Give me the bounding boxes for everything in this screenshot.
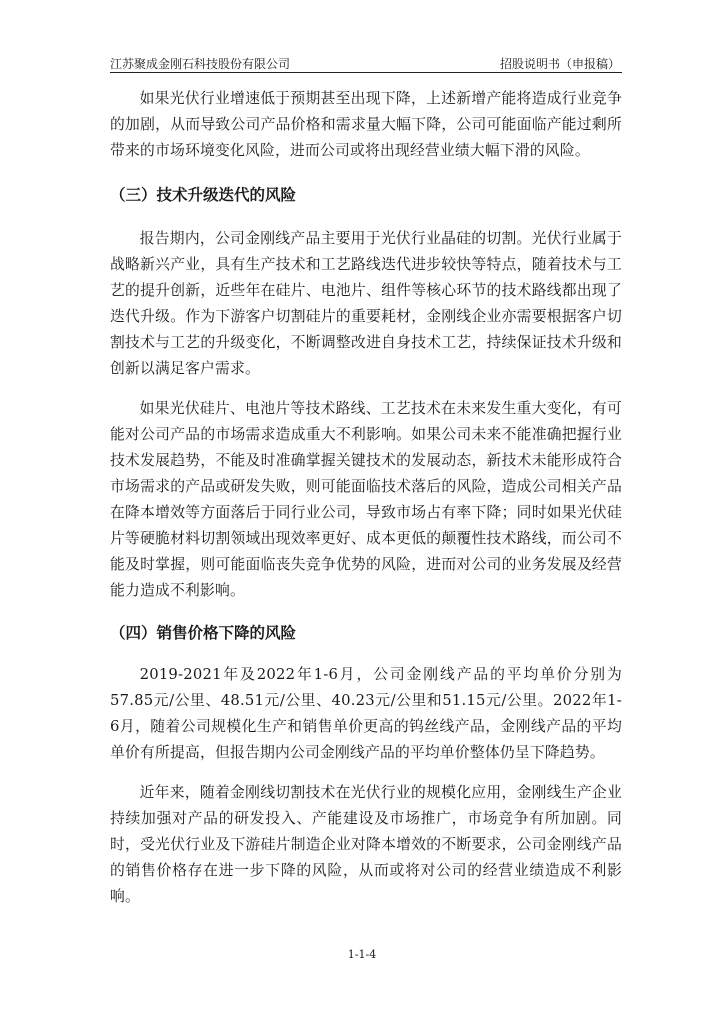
- page-number: 1-1-4: [347, 948, 377, 961]
- header-divider: [110, 72, 622, 73]
- paragraph: 近年来，随着金刚线切割技术在光伏行业的规模化应用，金刚线生产企业持续加强对产品的研发投入、产能建设及市场推广，市场竞争有所加剧。同时，受光伏行业及下游硅片制造企业对降本增效的不断要求，公司金刚线产品的销售价格存在进一步下降的风险，从而或将对公司的经营业绩造成不利影响。: [110, 784, 622, 905]
- paragraph: 2019-2021年及2022年1-6月，公司金刚线产品的平均单价分别为57.85元/公里、48.51元/公里、40.23元/公里和51.15元/公里。2022年1-6月，随着公司规模化生产和销售单价更高的钨丝线产品，金刚线产品的平均单价有所提高，但报告期内公司金刚线产品的平均单价整体仍呈下降趋势。: [110, 666, 622, 761]
- section-heading: （三）技术升级迭代的风险: [110, 186, 297, 204]
- section-heading: （四）销售价格下降的风险: [110, 624, 297, 642]
- page-body: [110, 80, 622, 910]
- header-document-title: 招股说明书（申报稿）: [499, 57, 620, 71]
- header-company-name: 江苏聚成金刚石科技股份有限公司: [110, 57, 291, 71]
- paragraph: 如果光伏行业增速低于预期甚至出现下降，上述新增产能将造成行业竞争的加剧，从而导致公司产品价格和需求量大幅下降，公司可能面临产能过剩所带来的市场环境变化风险，进而公司或将出现经营业绩大幅下滑的风险。: [110, 90, 622, 159]
- paragraph: 报告期内，公司金刚线产品主要用于光伏行业晶硅的切割。光伏行业属于战略新兴产业，具有生产技术和工艺路线迭代进步较快等特点，随着技术与工艺的提升创新，近些年在硅片、电池片、组件等核心环节的技术路线都出现了迭代升级。作为下游客户切割硅片的重要耗材，金刚线企业亦需要根据客户切割技术与工艺的升级变化，不断调整改进自身技术工艺，持续保证技术升级和创新以满足客户需求。: [110, 230, 622, 377]
- paragraph: 如果光伏硅片、电池片等技术路线、工艺技术在未来发生重大变化，有可能对公司产品的市场需求造成重大不利影响。如果公司未来不能准确把握行业技术发展趋势，不能及时准确掌握关键技术的发展动态，新技术未能形成符合市场需求的产品或研发失败，则可能面临技术落后的风险，造成公司相关产品在降本增效等方面落后于同行业公司，导致市场占有率下降；同时如果光伏硅片等硬脆材料切割领域出现效率更好、成本更低的颠覆性技术路线，而公司不能及时掌握，则可能面临丧失竞争优势的风险，进而对公司的业务发展及经营能力造成不利影响。: [110, 400, 622, 599]
- page-header: [110, 50, 620, 72]
